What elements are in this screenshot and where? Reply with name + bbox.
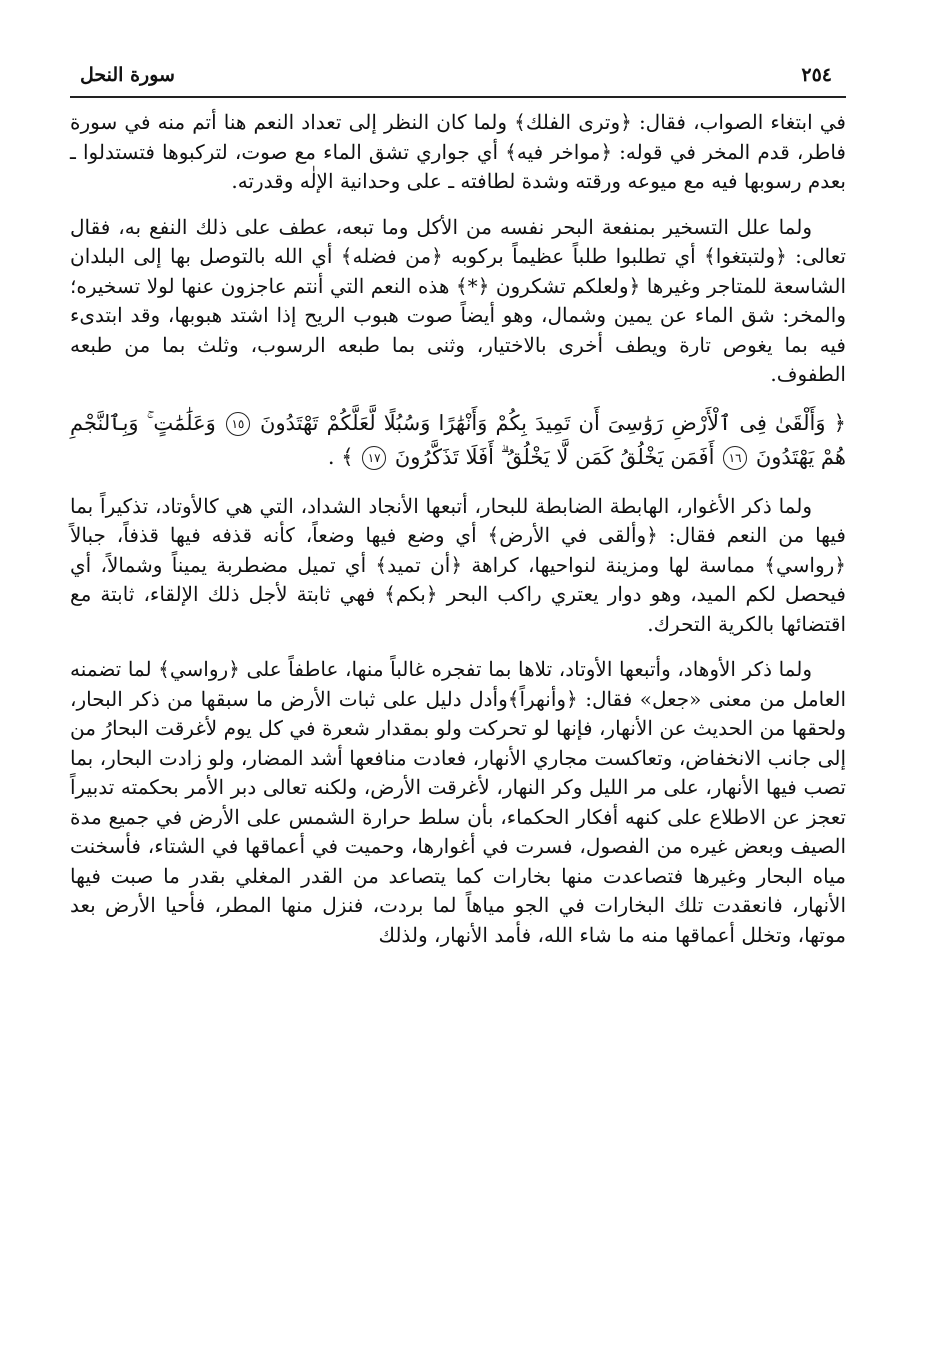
- quran-verse-block: [70, 406, 846, 474]
- verse-number-15: ١٥: [226, 412, 250, 436]
- paragraph-4: ولما ذكر الأوهاد، وأتبعها الأوتاد، تلاها بما تفجره غالباً منها، عاطفاً على ﴿رواسي﴾ لما تضمنه العامل من معنى «جعل» فقال: ﴿وأنهراً﴾وأدل دليل على ثبات الأرض ما سبقها من ذكر البحار، ولحقها من الحديث عن الأنهار، فإنها لو تحركت ولو بمقدار شعرة في كل يوم لأغرقت البحارُ من إلى جانب الانخفاض، وتعاكست مجاري الأنهار، فعادت منافعها أشد المضار، ولو زادت البحار، بما تصب فيها الأنهار، على مر الليل وكر النهار، لأغرقت الأرض، ولكنه تعالى دبر الأمر بحكمته تدبيراً تعجز عن الاطلاع على كنهه أفكار الحكماء، بأن سلط حرارة الشمس على الأرض في جميع مدة الصيف وبعض غيره من الفصول، فسرت في أغوارها، وحميت في أعماقها في الشتاء، فأسخنت مياه البحار وغيرها فتصاعدت منها بخارات كما يتصاعد من القدر المغلي بقدر ما صبت فيها الأنهار، فانعقدت تلك البخارات في الجو مياهاً لما بردت، فنزل منها المطر، فأحيا الأرض بعد موتها، وتخلل أعماقها منه ما شاء الله، فأمد الأنهار، ولذلك: [70, 657, 846, 947]
- verse-17-text: أَفَمَن يَخْلُقُ كَمَن لَّا يَخْلُقُ ۗ أَفَلَا تَذَكَّرُونَ: [394, 444, 715, 469]
- paragraph-3: ولما ذكر الأغوار، الهابطة الضابطة للبحار، أتبعها الأنجاد الشداد، التي هي كالأوتاد، تذكيراً بما فيها من النعم فقال: ﴿وألقى في الأرض﴾ أي وضع فيها وضعاً، كأنه قذفه فيها قذفاً، جبالاً ﴿رواسي﴾ مماسة لها ومزينة لنواحيها، كراهة ﴿أن تميد﴾ أي تميل مضطربة يميناً وشمالاً، أي فيحصل لكم الميد، وهو دوار يعتري راكب البحر ﴿بكم﴾ فهي ثابتة لأجل ذلك الإلقاء، ثابتة مع اقتضائها بالكرية التحرك.: [70, 493, 846, 636]
- surah-title: سورة النحل: [80, 64, 175, 86]
- paragraph-1: في ابتغاء الصواب، فقال: ﴿وترى الفلك﴾ ولما كان النظر إلى تعداد النعم هنا أتم منه في سورة فاطر، قدم المخر في قوله: ﴿مواخر فيه﴾ أي جواري تشق الماء مع صوت، لتركبوها فتستدلوا ـ بعدم رسوبها فيه مع ميوعه ورقته وشدة لطافته ـ على وحدانية الإلٰه وقدرته.: [70, 110, 846, 193]
- book-page: [70, 52, 846, 1322]
- verse-16-text: وَعَلَٰمَٰتٍ ۚ وَبِٱلنَّجْمِ هُمْ يَهْتَدُونَ: [70, 410, 846, 469]
- verse-open-bracket: ﴿: [833, 410, 846, 435]
- verse-15-text: وَأَلْقَىٰ فِى ٱلْأَرْضِ رَوَٰسِىَ أَن تَمِيدَ بِكُمْ وَأَنْهَٰرًا وَسُبُلًا لَّعَلَّكُمْ تَهْتَدُونَ: [260, 410, 826, 435]
- verse-close-bracket: ﴾ .: [327, 444, 354, 469]
- paragraph-2: ولما علل التسخير بمنفعة البحر نفسه من الأكل وما تبعه، عطف على ذلك النفع به، فقال تعالى: ﴿ولتبتغوا﴾ أي تطلبوا طلباً عظيماً بركوبه ﴿من فضله﴾ أي الله بالتوصل بها إلى البلدان الشاسعة للمتاجر وغيرها ﴿ولعلكم تشكرون ﴿*﴾ هذه النعم التي أنتم عاجزون عنها لولا تسخيره؛ والمخر: شق الماء عن يمين وشمال، وهو أيضاً صوت هبوب الريح إذا اشتد هبوبها، وقد ابتدىء فيه بما يغوص تارة ويطف أخرى بالاختيار، وثنى بما طبعه الرسوب، وثلث بما من طبعه الطفوف.: [70, 214, 846, 386]
- page-header: [70, 52, 846, 96]
- verse-number-16: ١٦: [723, 446, 747, 470]
- verse-number-17: ١٧: [362, 446, 386, 470]
- header-divider: [70, 96, 846, 98]
- page-number: ٢٥٤: [801, 64, 832, 86]
